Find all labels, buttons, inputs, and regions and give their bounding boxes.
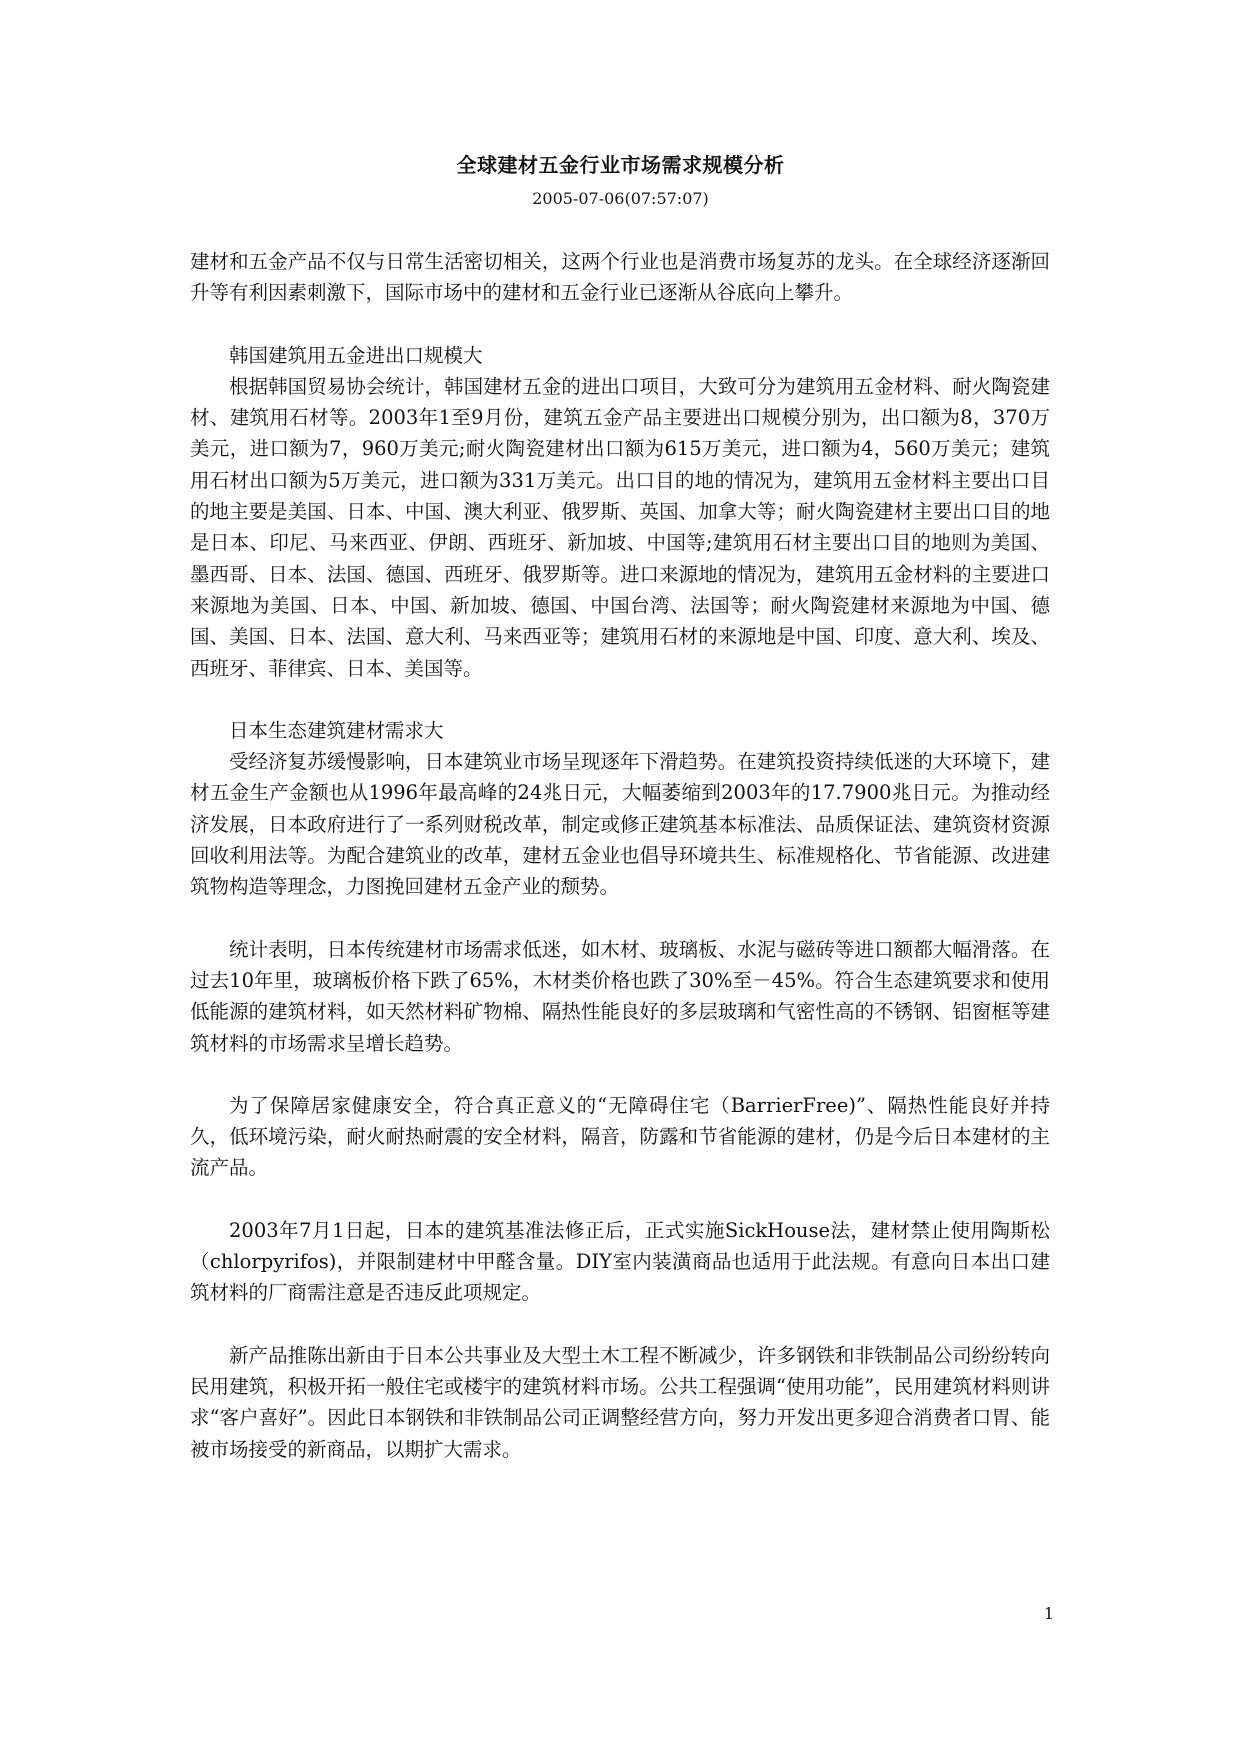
- paragraph-gap: [190, 1059, 1050, 1090]
- intro-paragraph: 建材和五金产品不仅与日常生活密切相关，这两个行业也是消费市场复苏的龙头。在全球经济逐渐回升等有利因素刺激下，国际市场中的建材和五金行业已逐渐从谷底向上攀升。: [190, 250, 1050, 305]
- statistics-paragraph: 统计表明，日本传统建材市场需求低迷，如木材、玻璃板、水泥与磁砖等进口额都大幅滑落。在过去10年里，玻璃板价格下跌了65%，木材类价格也跌了30%至－45%。符合生态建筑要求和使用低能源的建筑材料，如天然材料矿物棉、隔热性能良好的多层玻璃和气密性高的不锈钢、铝窗框等建筑材料的市场需求呈增长趋势。: [190, 937, 1050, 1055]
- paragraph-gap: [190, 309, 1050, 340]
- paragraph-gap: [190, 903, 1050, 934]
- korea-section-heading: 韩国建筑用五金进出口规模大: [229, 343, 483, 367]
- new-products-paragraph: 新产品推陈出新由于日本公共事业及大型土木工程不断减少，许多钢铁和非铁制品公司纷纷转向民用建筑，积极开拓一般住宅或楼宇的建筑材料市场。公共工程强调“使用功能”，民用建筑材料则讲求“客户喜好”。因此日本钢铁和非铁制品公司正调整经营方向，努力开发出更多迎合消费者口胃、能被市场接受的新商品，以期扩大需求。: [190, 1343, 1050, 1461]
- paragraph-gap: [190, 1309, 1050, 1340]
- japan-section-heading: 日本生态建筑建材需求大: [229, 718, 444, 742]
- page-number: 1: [1043, 1604, 1054, 1623]
- korea-section-paragraph: 根据韩国贸易协会统计，韩国建材五金的进出口项目，大致可分为建筑用五金材料、耐火陶瓷建材、建筑用石材等。2003年1至9月份，建筑五金产品主要进出口规模分别为，出口额为8，370万美元，进口额为7，960万美元;耐火陶瓷建材出口额为615万美元，进口额为4，560万美元；建筑用石材出口额为5万美元，进口额为331万美元。出口目的地的情况为，建筑用五金材料主要出口目的地主要是美国、日本、中国、澳大利亚、俄罗斯、英国、加拿大等；耐火陶瓷建材主要出口目的地是日本、印尼、马来西亚、伊朗、西班牙、新加坡、中国等;建筑用石材主要出口目的地则为美国、墨西哥、日本、法国、德国、西班牙、俄罗斯等。进口来源地的情况为，建筑用五金材料的主要进口来源地为美国、日本、中国、新加坡、德国、中国台湾、法国等；耐火陶瓷建材来源地为中国、德国、美国、日本、法国、意大利、马来西亚等；建筑用石材的来源地是中国、印度、意大利、埃及、西班牙、菲律宾、日本、美国等。: [190, 374, 1050, 680]
- safety-paragraph: 为了保障居家健康安全，符合真正意义的“无障碍住宅（BarrierFree)”、隔热性能良好并持久，低环境污染，耐火耐热耐震的安全材料，隔音，防露和节省能源的建材，仍是今后日本建材的主流产品。: [190, 1093, 1050, 1180]
- document-date: 2005-07-06(07:57:07): [532, 189, 709, 208]
- document-body: [190, 246, 1050, 1465]
- paragraph-gap: [190, 1184, 1050, 1215]
- sickhouse-paragraph: 2003年7月1日起，日本的建筑基准法修正后，正式实施SickHouse法，建材禁止使用陶斯松（chlorpyrifos)，并限制建材中甲醛含量。DIY室内装潢商品也适用于此法规。有意向日本出口建筑材料的厂商需注意是否违反此项规定。: [190, 1218, 1050, 1305]
- paragraph-gap: [190, 684, 1050, 715]
- japan-section-paragraph: 受经济复苏缓慢影响，日本建筑业市场呈现逐年下滑趋势。在建筑投资持续低迷的大环境下，建材五金生产金额也从1996年最高峰的24兆日元，大幅萎缩到2003年的17.7900兆日元。为推动经济发展，日本政府进行了一系列财税改革，制定或修正建筑基本标准法、品质保证法、建筑资材资源回收利用法等。为配合建筑业的改革，建材五金业也倡导环境共生、标准规格化、节省能源、改进建筑物构造等理念，力图挽回建材五金产业的颓势。: [190, 750, 1050, 899]
- document-title: 全球建材五金行业市场需求规模分析: [456, 153, 785, 177]
